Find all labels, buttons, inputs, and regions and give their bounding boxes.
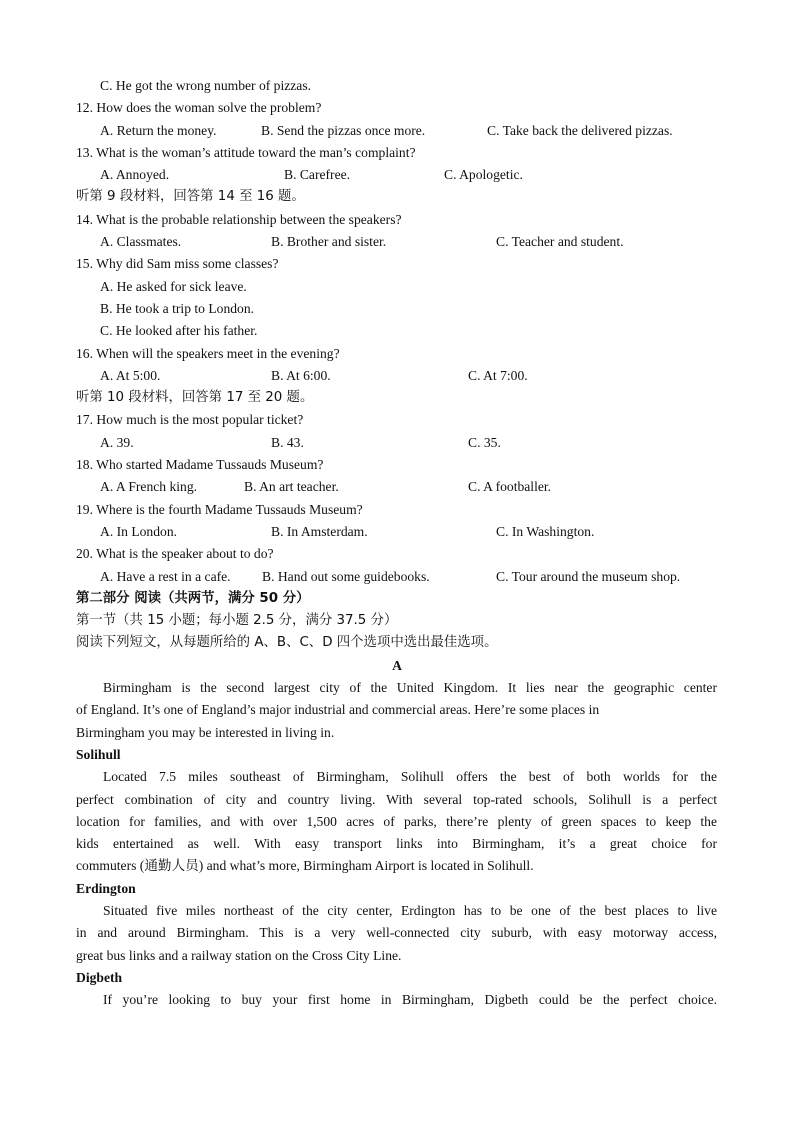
q15-option-c: C. He looked after his father. [100,323,258,339]
q16-option-c: C. At 7:00. [468,367,528,383]
q20-options [0,566,794,588]
q14-stem: 14. What is the probable relationship between the speakers? [76,211,402,227]
q19-options [0,521,794,543]
q18-option-a: A. A French king. [100,479,198,495]
q14-option-a: A. Classmates. [100,234,182,250]
q17-option-c: C. 35. [468,434,501,450]
paragraph-line: commuters (通勤人员) and what’s more, Birmingham Airport is located in Solihull. [76,858,534,874]
erdington-paragraph [0,900,794,967]
intro-paragraph [0,677,794,744]
q12-option-c: C. Take back the delivered pizzas. [487,122,673,138]
q17-option-b: B. 43. [271,434,304,450]
q12-option-a: A. Return the money. [100,122,217,138]
q13-option-c: C. Apologetic. [444,167,523,183]
solihull-paragraph [0,766,794,877]
q18-option-b: B. An art teacher. [244,479,339,495]
q15-option-b: B. He took a trip to London. [100,300,255,316]
paragraph-line: perfect combination of city and country living. With several top-rated schools, Solihull is a perfect [76,791,717,807]
q19-option-b: B. In Amsterdam. [271,523,368,539]
q16-options [0,365,794,387]
intro-line: of England. It’s one of England’s major industrial and commercial areas. Here’re some places in [76,702,600,718]
q14-option-b: B. Brother and sister. [271,234,387,250]
q19-option-c: C. In Washington. [496,523,595,539]
paragraph-line: Located 7.5 miles southeast of Birmingham, Solihull offers the best of both worlds for the [103,769,717,785]
q18-stem: 18. Who started Madame Tussauds Museum? [76,457,324,473]
solihull-heading: Solihull [76,746,121,762]
q14-options [0,231,794,253]
q15-stem: 15. Why did Sam miss some classes? [76,256,279,272]
q14-option-c: C. Teacher and student. [496,234,624,250]
q20-option-c: C. Tour around the museum shop. [496,568,681,584]
paragraph-line: If you’re looking to buy your first home in Birmingham, Digbeth could be the perfect choice. [103,992,717,1008]
passage-label: A [392,657,402,673]
q13-option-b: B. Carefree. [284,167,351,183]
q20-stem: 20. What is the speaker about to do? [76,546,274,562]
q16-option-a: A. At 5:00. [100,367,161,383]
q17-stem: 17. How much is the most popular ticket? [76,412,304,428]
q18-option-c: C. A footballer. [468,479,552,495]
section-10-instruction: 听第 10 段材料，回答第 17 至 20 题。 [76,390,314,406]
q12-options [0,120,794,142]
erdington-heading: Erdington [76,880,136,896]
q13-options [0,164,794,186]
paragraph-line: in and around Birmingham. This is a very well-connected city suburb, with easy motorway access, [76,925,717,941]
q13-option-a: A. Annoyed. [100,167,170,183]
q19-option-a: A. In London. [100,523,178,539]
q18-options [0,476,794,498]
q11-option-c: C. He got the wrong number of pizzas. [100,78,312,93]
paragraph-line: kids entertained as well. With easy transport links into Birmingham, it’s a great choice for [76,836,717,852]
digbeth-heading: Digbeth [76,969,123,985]
q16-stem: 16. When will the speakers meet in the evening? [76,345,340,361]
q19-stem: 19. Where is the fourth Madame Tussauds Museum? [76,501,363,517]
q13-stem: 13. What is the woman’s attitude toward the man’s complaint? [76,144,416,160]
q17-option-a: A. 39. [100,434,134,450]
q15-option-a: A. He asked for sick leave. [100,278,247,294]
q12-option-b: B. Send the pizzas once more. [261,122,426,138]
digbeth-paragraph [0,989,794,1011]
reading-part-title: 第二部分 阅读（共两节，满分 50 分） [76,590,310,606]
paragraph-line: location for families, and with over 1,500 acres of parks, there’re plenty of green spaces to keep the [76,813,717,829]
paragraph-line: great bus links and a railway station on the Cross City Line. [76,947,402,963]
intro-line: Birmingham is the second largest city of the United Kingdom. It lies near the geographic center [103,680,717,696]
q12-stem: 12. How does the woman solve the problem? [76,100,322,116]
exam-page [0,75,794,1011]
reading-instruction: 阅读下列短文，从每题所给的 A、B、C、D 四个选项中选出最佳选项。 [76,635,498,651]
q20-option-b: B. Hand out some guidebooks. [262,568,430,584]
reading-section-title: 第一节（共 15 小题；每小题 2.5 分，满分 37.5 分） [76,613,398,629]
intro-line: Birmingham you may be interested in living in. [76,724,335,740]
paragraph-line: Situated five miles northeast of the city center, Erdington has to be one of the best places to live [103,902,717,918]
q16-option-b: B. At 6:00. [271,367,331,383]
q17-options [0,432,794,454]
q20-option-a: A. Have a rest in a cafe. [100,568,231,584]
section-9-instruction: 听第 9 段材料，回答第 14 至 16 题。 [76,189,305,205]
